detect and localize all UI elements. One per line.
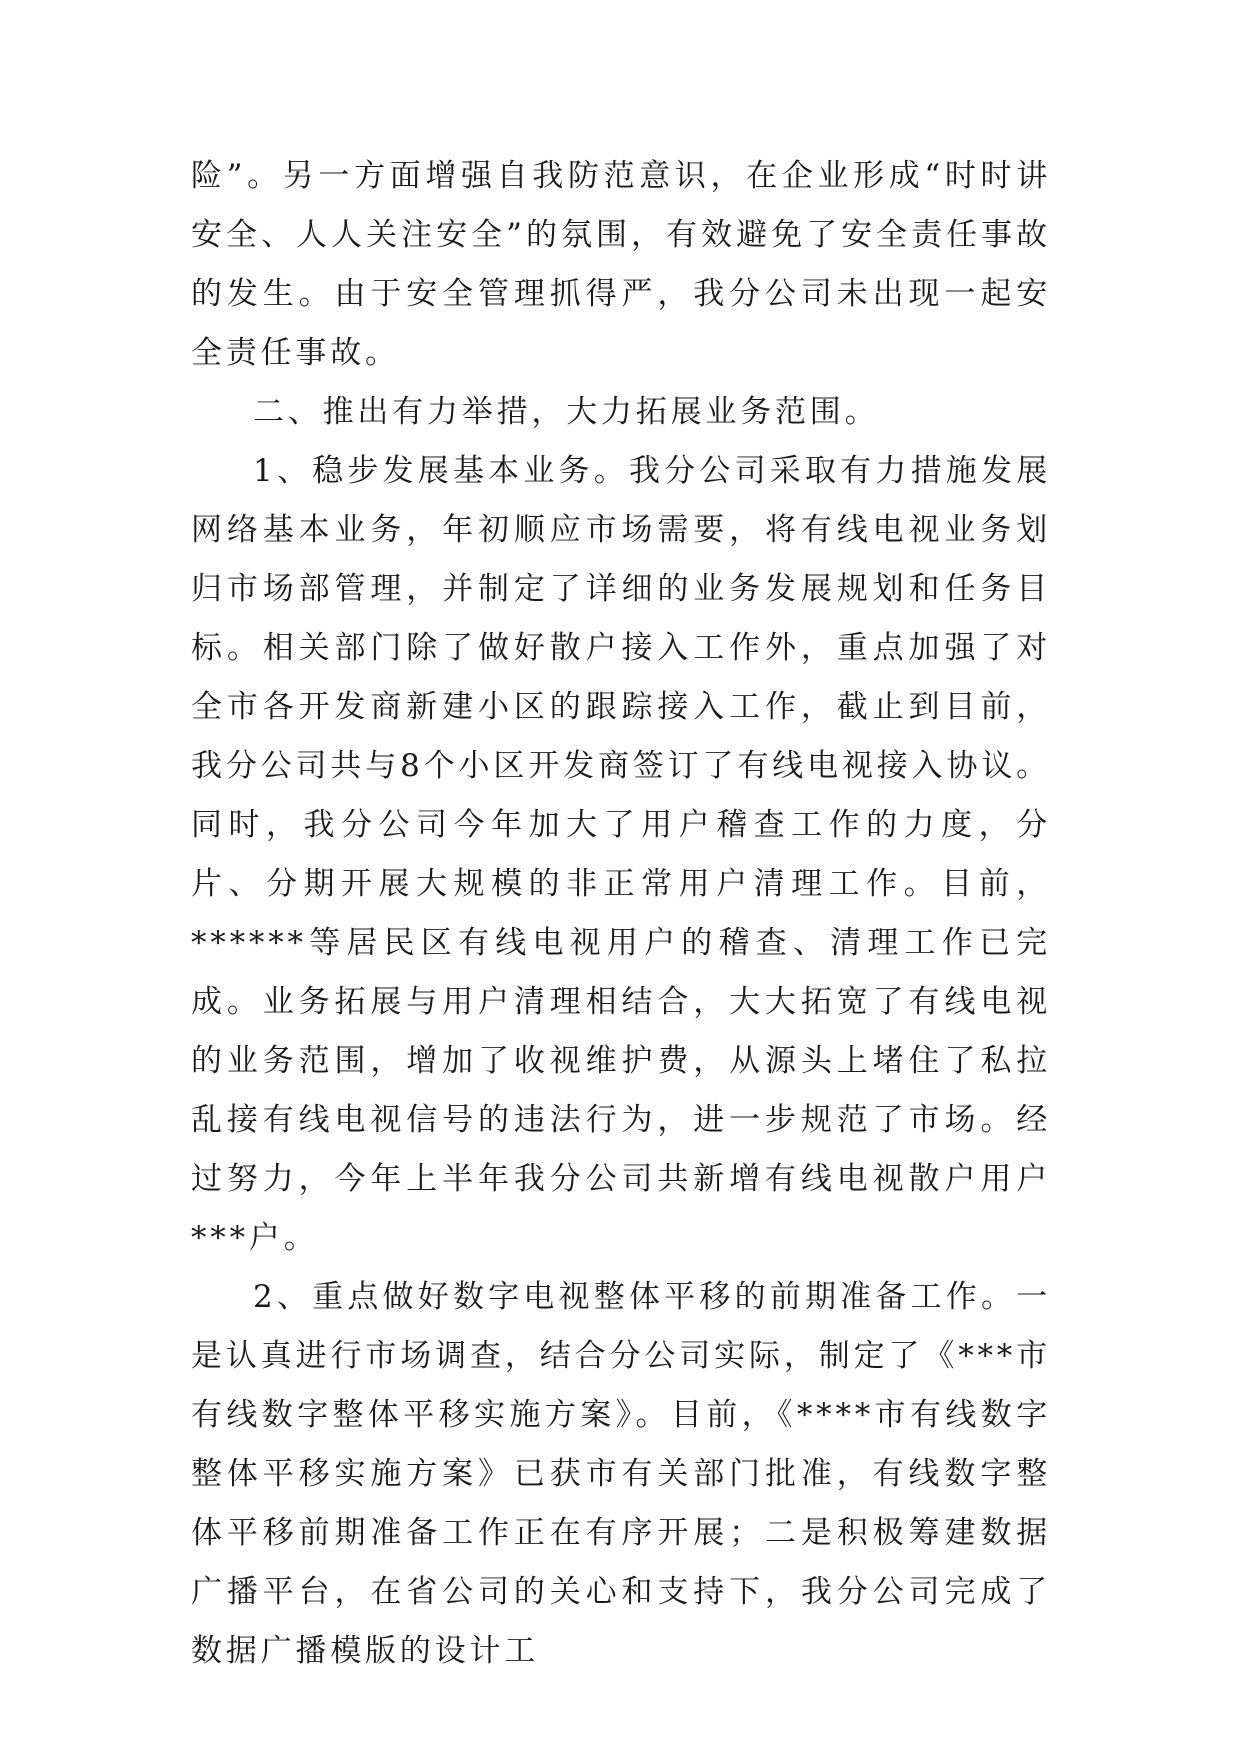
section-heading-expand-business: 二、推出有力举措，大力拓展业务范围。 [253,394,880,430]
document-body [191,147,1051,1681]
paragraph-digital-tv-migration: 2、重点做好数字电视整体平移的前期准备工作。一是认真进行市场调查，结合分公司实际，制定了《***市有线数字整体平移实施方案》。目前，《****市有线数字整体平移实施方案》已获市有关部门批准，有线数字整体平移前期准备工作正在有序开展；二是积极筹建数据广播平台，在省公司的关心和支持下，我分公司完成了数据广播模版的设计工 [191,1279,1051,1669]
paragraph-safety-continuation: 险”。另一方面增强自我防范意识，在企业形成“时时讲安全、人人关注安全”的氛围，有效避免了安全责任事故的发生。由于安全管理抓得严，我分公司未出现一起安全责任事故。 [191,158,1051,371]
paragraph-basic-business: 1、稳步发展基本业务。我分公司采取有力措施发展网络基本业务，年初顺应市场需要，将有线电视业务划归市场部管理，并制定了详细的业务发展规划和任务目标。相关部门除了做好散户接入工作外，重点加强了对全市各开发商新建小区的跟踪接入工作，截止到目前，我分公司共与8个小区开发商签订了有线电视接入协议。同时，我分公司今年加大了用户稽查工作的力度，分片、分期开展大规模的非正常用户清理工作。目前，******等居民区有线电视用户的稽查、清理工作已完成。业务拓展与用户清理相结合，大大拓宽了有线电视的业务范围，增加了收视维护费，从源头上堵住了私拉乱接有线电视信号的违法行为，进一步规范了市场。经过努力，今年上半年我分公司共新增有线电视散户用户***户。 [191,453,1051,1256]
